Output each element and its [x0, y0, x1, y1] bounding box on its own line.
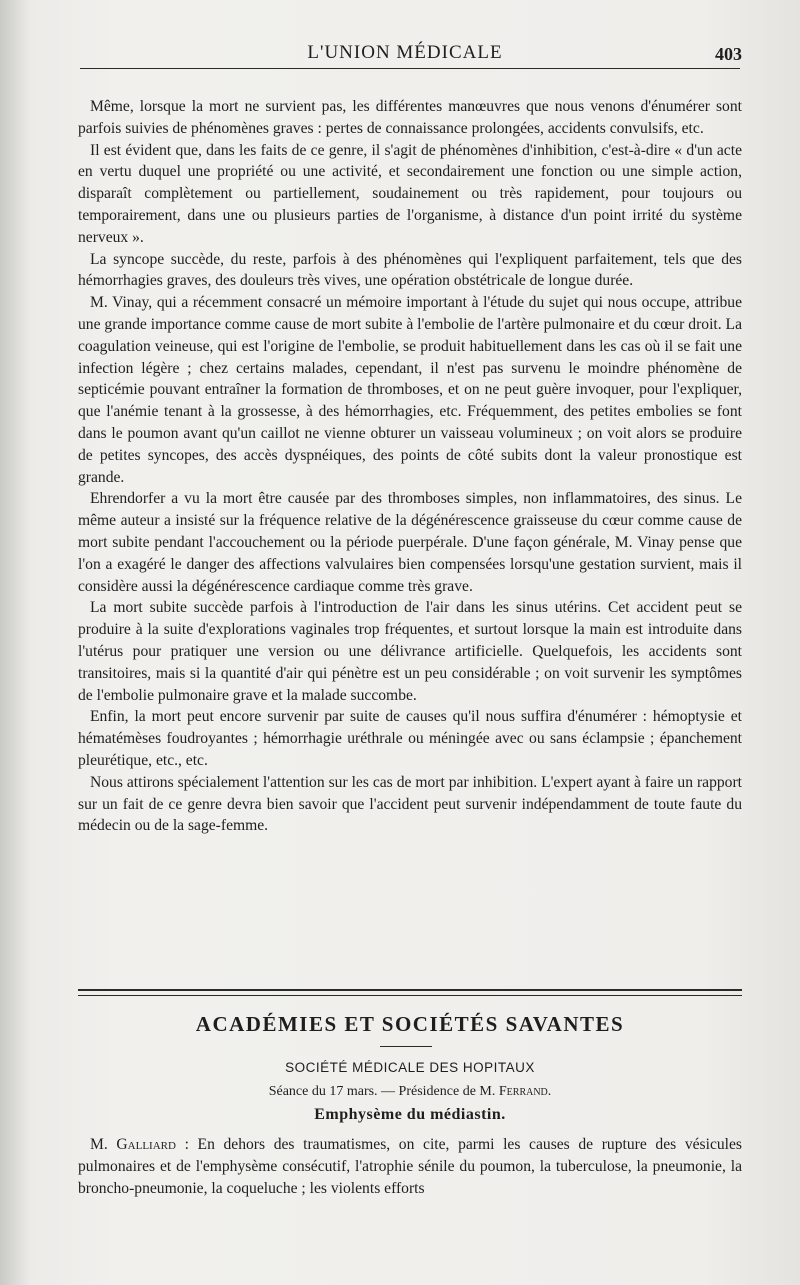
- session-suffix: .: [547, 1084, 552, 1099]
- page-number: 403: [715, 44, 742, 64]
- running-title: L'UNION MÉDICALE: [307, 42, 503, 63]
- paragraph: La mort subite succède parfois à l'introduction de l'air dans les sinus utérins. Cet accident peut se produire à la suite d'explorations vaginales trop fréquentes, et surtout lorsque la main est introduite dans l'utérus pour pratiquer une version ou une délivrance artificielle. Quelquefois, les accidents sont transitoires, mais si la quantité d'air qui pénètre est un peu considérable ; on voit survenir les symptômes de l'embolie pulmonaire grave et la malade succombe.: [78, 599, 742, 704]
- paragraph: Ehrendorfer a vu la mort être causée par des thromboses simples, non inflammatoires, des sinus. Le même auteur a insisté sur la fréquence relative de la dégénérescence graisseuse du cœur comme cause de mort subite pendant l'accouchement ou la période puerpérale. D'une façon générale, M. Vinay pense que l'on a exagéré le danger des affections valvulaires bien compensées lorsqu'une gestation survient, mais il considère aussi la dégénérescence cardiaque comme très grave.: [78, 490, 742, 595]
- president-name: Ferrand: [498, 1084, 548, 1099]
- minutes-text: : En dehors des traumatismes, on cite, parmi les causes de rupture des vésicules pulmonaires et de l'emphysème consécutif, l'atrophie sénile du poumon, la tuberculose, la pneumonie, la broncho-pneumonie, la coqueluche ; les violents efforts: [78, 1136, 742, 1197]
- paragraph: Il est évident que, dans les faits de ce genre, il s'agit de phénomènes d'inhibition, c'est-à-dire « d'un acte en vertu duquel une propriété ou une activité, et secondairement une fonction ou une simple action, disparaît complètement ou partiellement, soudainement ou très rapidement, pour toujours ou temporairement, dans une ou plusieurs parties de l'organisme, à distance d'un point irrité du système nerveux ».: [78, 141, 742, 246]
- paragraph: M. Vinay, qui a récemment consacré un mémoire important à l'étude du sujet qui nous occupe, attribue une grande importance comme cause de mort subite à l'embolie de l'artère pulmonaire et du cœur droit. La coagulation veineuse, qui est l'origine de l'embolie, se produit habituellement dans les cas où il se fait une infection légère ; chez certains malades, cependant, il n'est pas survenu le moindre phénomène de septicémie pouvant entraîner la formation de thromboses, et on ne peut guère invoquer, pour l'expliquer, que l'anémie tenant à la grossesse, à des hémorrhagies, etc. Fréquemment, des petites embolies se font dans le poumon avant qu'un caillot ne vienne obturer un vaisseau volumineux ; on voit alors se produire de petites syncopes, des accès dyspnéiques, des points de côté subits dont la valeur pronostique est grande.: [78, 294, 742, 486]
- session-line: [78, 1084, 742, 1100]
- page-header: [60, 36, 750, 76]
- section-divider: [78, 989, 742, 991]
- paragraph: Même, lorsque la mort ne survient pas, les différentes manœuvres que nous venons d'énumérer sont parfois suivies de phénomènes graves : pertes de connaissance prolongées, accidents convulsifs, etc.: [78, 98, 742, 137]
- section-divider: [78, 995, 742, 996]
- paragraph: La syncope succède, du reste, parfois à des phénomènes qui l'expliquent parfaitement, tels que des hémorrhagies graves, des douleurs très vives, une opération obstétricale de longue durée.: [78, 250, 742, 290]
- header-rule: [80, 68, 740, 69]
- society-name: SOCIÉTÉ MÉDICALE DES HOPITAUX: [285, 1060, 535, 1075]
- article-body: [78, 96, 742, 837]
- section-title: ACADÉMIES ET SOCIÉTÉS SAVANTES: [195, 1012, 625, 1036]
- paragraph: Enfin, la mort peut encore survenir par suite de causes qu'il nous suffira d'énumérer : hémoptysie et hématémèses foudroyantes ; hémorrhagie uréthrale ou méningée avec ou sans éclampsie ; épanchement pleurétique, etc., etc.: [78, 708, 742, 769]
- minutes-body: [78, 1134, 742, 1199]
- paragraph: Nous attirons spécialement l'attention sur les cas de mort par inhibition. L'expert ayant à faire un rapport sur un fait de ce genre devra bien savoir que l'accident peut survenir indépendamment de toute faute du médecin ou de la sage-femme.: [78, 773, 742, 835]
- subject-title: Emphysème du médiastin.: [314, 1106, 506, 1123]
- title-underline: [380, 1046, 432, 1047]
- paragraph: [78, 1134, 742, 1199]
- speaker-name: M. Galliard: [90, 1136, 176, 1153]
- session-prefix: Séance du 17 mars. — Présidence de M.: [268, 1084, 499, 1099]
